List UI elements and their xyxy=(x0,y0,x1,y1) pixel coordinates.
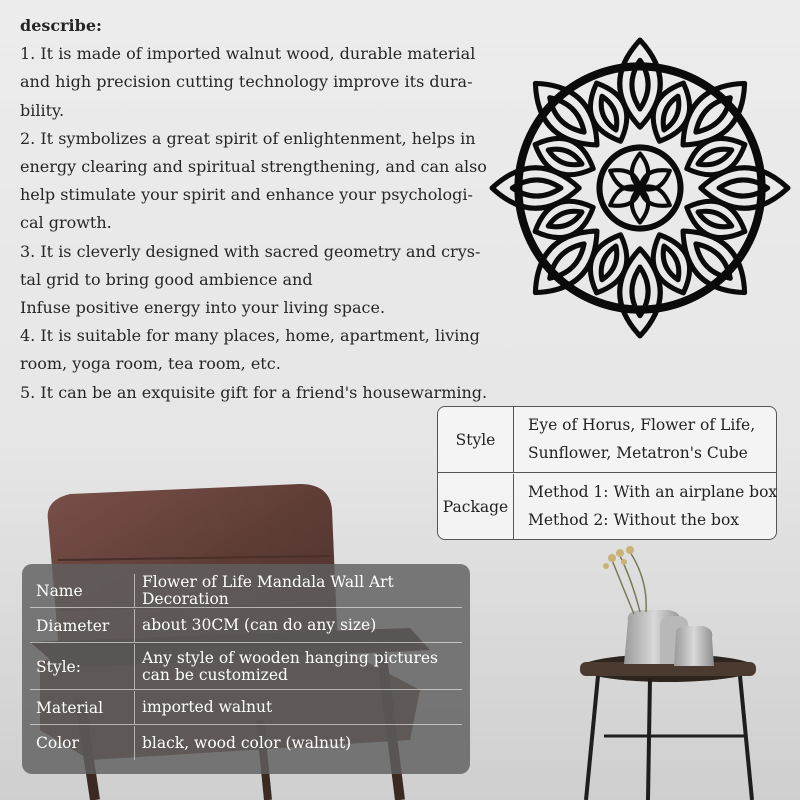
table-row xyxy=(30,644,462,690)
flower-of-life-petal xyxy=(636,181,674,212)
middle-petal xyxy=(643,77,699,148)
spec-key-name: Name xyxy=(36,581,83,600)
table-row xyxy=(438,474,776,540)
mandala-wall-art xyxy=(488,36,792,340)
description-line: tal grid to bring good ambience and xyxy=(20,269,313,289)
side-table xyxy=(580,654,756,800)
package-value-line: Method 2: Without the box xyxy=(528,511,740,529)
package-values xyxy=(528,478,778,534)
middle-petal xyxy=(529,129,600,185)
description-line: 5. It can be an exquisite gift for a friend's housewarming. xyxy=(20,382,488,402)
package-value-line: Method 1: With an airplane box xyxy=(528,483,778,501)
description-title: describe: xyxy=(20,16,102,35)
spec-key-diameter: Diameter xyxy=(36,616,110,635)
spec-value-name: Flower of Life Mandala Wall Art Decoration xyxy=(142,572,394,608)
style-value-line: Sunflower, Metatron's Cube xyxy=(528,444,748,462)
flower-of-life-petal xyxy=(606,164,644,195)
middle-petal xyxy=(643,228,699,299)
middle-petal xyxy=(680,191,751,247)
table-row xyxy=(438,407,776,473)
description-line: energy clearing and spiritual strengthening, and can also xyxy=(20,157,487,177)
package-label: Package xyxy=(438,474,514,540)
description-line: Infuse positive energy into your living space. xyxy=(20,298,386,318)
description-line: cal growth. xyxy=(20,213,112,233)
middle-petal xyxy=(529,191,600,247)
table-row xyxy=(30,609,462,643)
style-package-table xyxy=(437,406,777,540)
description-line: 1. It is made of imported walnut wood, durable material xyxy=(20,44,476,64)
table-row xyxy=(30,574,462,608)
description-line: help stimulate your spirit and enhance your psychologi- xyxy=(20,185,473,205)
description-block xyxy=(20,12,488,407)
description-line: and high precision cutting technology improve its dura- xyxy=(20,72,473,92)
spec-value-material: imported walnut xyxy=(142,698,273,716)
middle-petal xyxy=(680,129,751,185)
style-label: Style xyxy=(438,407,514,472)
table-row xyxy=(30,691,462,725)
description-line: 4. It is suitable for many places, home, apartment, living xyxy=(20,326,480,346)
spec-value-color: black, wood color (walnut) xyxy=(142,733,352,752)
spec-value-diameter: about 30CM (can do any size) xyxy=(142,616,377,634)
spec-table xyxy=(22,564,470,774)
spec-key-style: Style: xyxy=(36,657,81,676)
style-values xyxy=(528,411,774,467)
description-line: bility. xyxy=(20,100,65,120)
description-line: 2. It symbolizes a great spirit of enlightenment, helps in xyxy=(20,128,476,148)
description-line: 3. It is cleverly designed with sacred geometry and crys- xyxy=(20,241,481,261)
style-value-line: Eye of Horus, Flower of Life, xyxy=(528,416,756,434)
spec-value-style: Any style of wooden hanging pictures can be customized xyxy=(142,648,439,684)
table-row xyxy=(30,726,462,760)
spec-key-color: Color xyxy=(36,734,79,752)
spec-key-material: Material xyxy=(36,698,104,717)
middle-petal xyxy=(581,228,637,299)
vases xyxy=(603,546,714,666)
description-line: room, yoga room, tea room, etc. xyxy=(20,354,281,374)
middle-petal xyxy=(581,77,637,148)
